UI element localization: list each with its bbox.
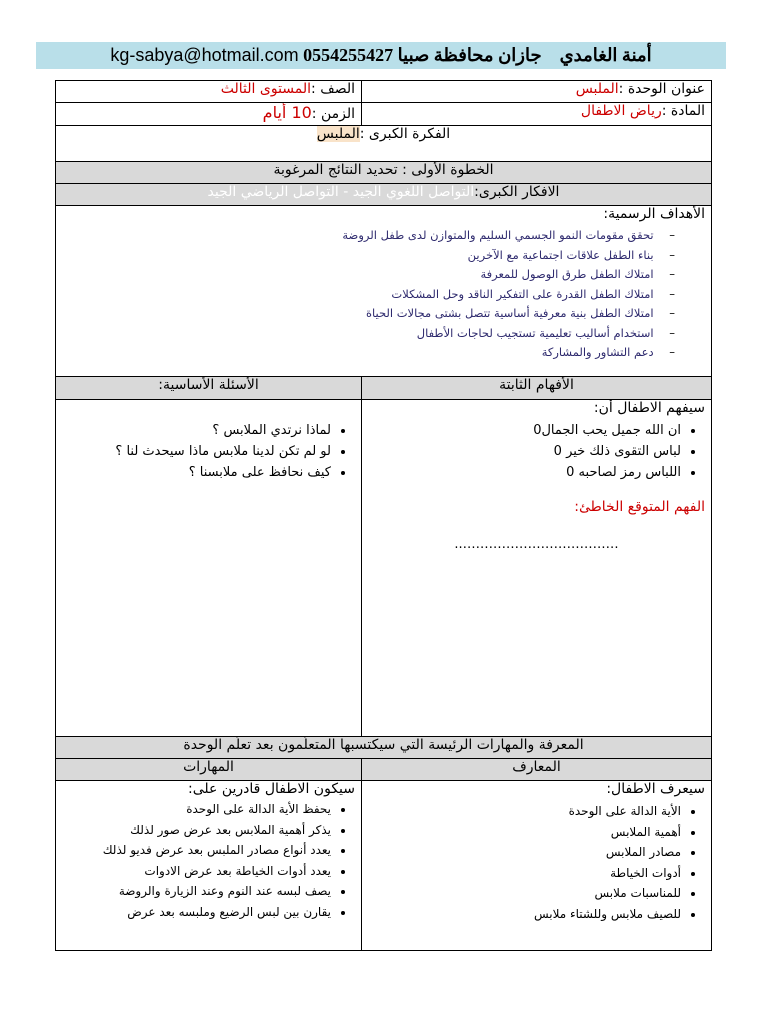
questions-list — [62, 420, 355, 483]
question-item: • لو لم تكن لدينا ملابس ماذا سيحدث لنا ؟ — [62, 441, 331, 462]
skills-list — [62, 799, 355, 922]
time-cell: الزمن :10 أيام — [56, 103, 362, 126]
km-heading: المعرفة والمهارات الرئيسة التي سيكتسبها المتعلّمون بعد تعلّم الوحدة — [56, 737, 712, 759]
understandings-heading: الأفهام الثابتة — [362, 377, 712, 400]
skill-item: • يعدد أنواع مصادر الملبس بعد عرض فديو لذلك — [62, 840, 331, 861]
knowledge-list — [368, 801, 705, 924]
skill-item: • يصف لبسه عند النوم وعند الزيارة والروضة — [62, 881, 331, 902]
phone: 0554255427 — [303, 45, 394, 65]
goal-item: – بناء الطفل علاقات اجتماعية مع الآخرين — [62, 246, 675, 266]
knowledge-item: • أدوات الخياطة — [368, 863, 681, 884]
teacher-name: أمنة الغامدي — [559, 45, 652, 65]
question-item: • كيف نحافظ على ملابسنا ؟ — [62, 462, 331, 483]
question-item: • لماذا نرتدي الملابس ؟ — [62, 420, 331, 441]
unit-plan-table — [55, 80, 712, 951]
goal-item: – تحقق مقومات النمو الجسمي السليم والمتوازن لدى طفل الروضة — [62, 226, 675, 246]
knowledge-heading: المعارف — [362, 759, 712, 781]
big-ideas-row: الافكار الكبرى:التواصل اللغوي الجيد - التواصل الرياضي الجيد — [56, 184, 712, 206]
knowledge-item: • للمناسبات ملابس — [368, 883, 681, 904]
skill-item: • يحفظ الأية الدالة على الوحدة — [62, 799, 331, 820]
big-idea-cell: الفكرة الكبرى :الملبس — [56, 126, 712, 162]
knowledge-item: • مصادر الملابس — [368, 842, 681, 863]
goal-item: – امتلاك الطفل طرق الوصول للمعرفة — [62, 265, 675, 285]
email: kg-sabya@hotmail.com — [110, 45, 299, 65]
misconception-blank: ……………………………….. — [454, 537, 619, 552]
step1-heading: الخطوة الأولى : تحديد النتائج المرغوبة — [56, 162, 712, 184]
skill-item: • يعدد أدوات الخياطة بعد عرض الادوات — [62, 861, 331, 882]
class-cell: الصف :المستوى الثالث — [56, 81, 362, 103]
understandings-list — [368, 420, 705, 483]
knowledge-cell: سيعرف الاطفال: • الأية الدالة على الوحدة • أهمية الملابس • مصادر الملابس • أدوات الخياطة • للمناسبات ملابس • للصيف ملابس وللشتاء ملابس — [362, 781, 712, 951]
goal-item: – امتلاك الطفل بنية معرفية أساسية تتصل بشتى مجالات الحياة — [62, 304, 675, 324]
skill-item: • يقارن بين لبس الرضيع وملبسه بعد عرض — [62, 902, 331, 923]
goals-cell — [56, 206, 712, 377]
questions-cell — [56, 400, 362, 737]
goal-item: – دعم التشاور والمشاركة — [62, 343, 675, 363]
understanding-item: • اللباس رمز لصاحبه 0 — [368, 462, 681, 483]
goal-item: – استخدام أساليب تعليمية تستجيب لحاجات الأطفال — [62, 324, 675, 344]
knowledge-item: • الأية الدالة على الوحدة — [368, 801, 681, 822]
subject-cell: المادة :رياض الاطفال — [362, 103, 712, 126]
understanding-item: • ان الله جميل يحب الجمال0 — [368, 420, 681, 441]
skill-item: • يذكر أهمية الملابس بعد عرض صور لذلك — [62, 820, 331, 841]
questions-heading: الأسئلة الأساسية: — [56, 377, 362, 400]
goals-list — [62, 226, 705, 363]
location: جازان محافظة صبيا — [397, 45, 542, 65]
unit-title-cell: عنوان الوحدة :الملبس — [362, 81, 712, 103]
skills-heading: المهارات — [56, 759, 362, 781]
knowledge-item: • أهمية الملابس — [368, 822, 681, 843]
goal-item: – امتلاك الطفل القدرة على التفكير الناقد وحل المشكلات — [62, 285, 675, 305]
contact-banner — [36, 42, 726, 69]
misconception-label: الفهم المتوقع الخاطئ: — [574, 499, 705, 515]
understanding-item: • لباس التقوى ذلك خير 0 — [368, 441, 681, 462]
understandings-cell: سيفهم الاطفال أن: • ان الله جميل يحب الجمال0 • لباس التقوى ذلك خير 0 • اللباس رمز لصاحبه 0 الفهم المتوقع الخاطئ: ……………………………….. — [362, 400, 712, 737]
knowledge-item: • للصيف ملابس وللشتاء ملابس — [368, 904, 681, 925]
skills-cell: سيكون الاطفال قادرين على: • يحفظ الأية الدالة على الوحدة • يذكر أهمية الملابس بعد عرض صور لذلك • يعدد أنواع مصادر الملبس بعد عرض فديو لذلك • يعدد أدوات الخياطة بعد عرض الادوات • يصف لبسه عند النوم وعند الزيارة والروضة • يقارن بين لبس الرضيع وملبسه بعد عرض — [56, 781, 362, 951]
goals-title: الأهداف الرسمية: — [603, 206, 705, 222]
